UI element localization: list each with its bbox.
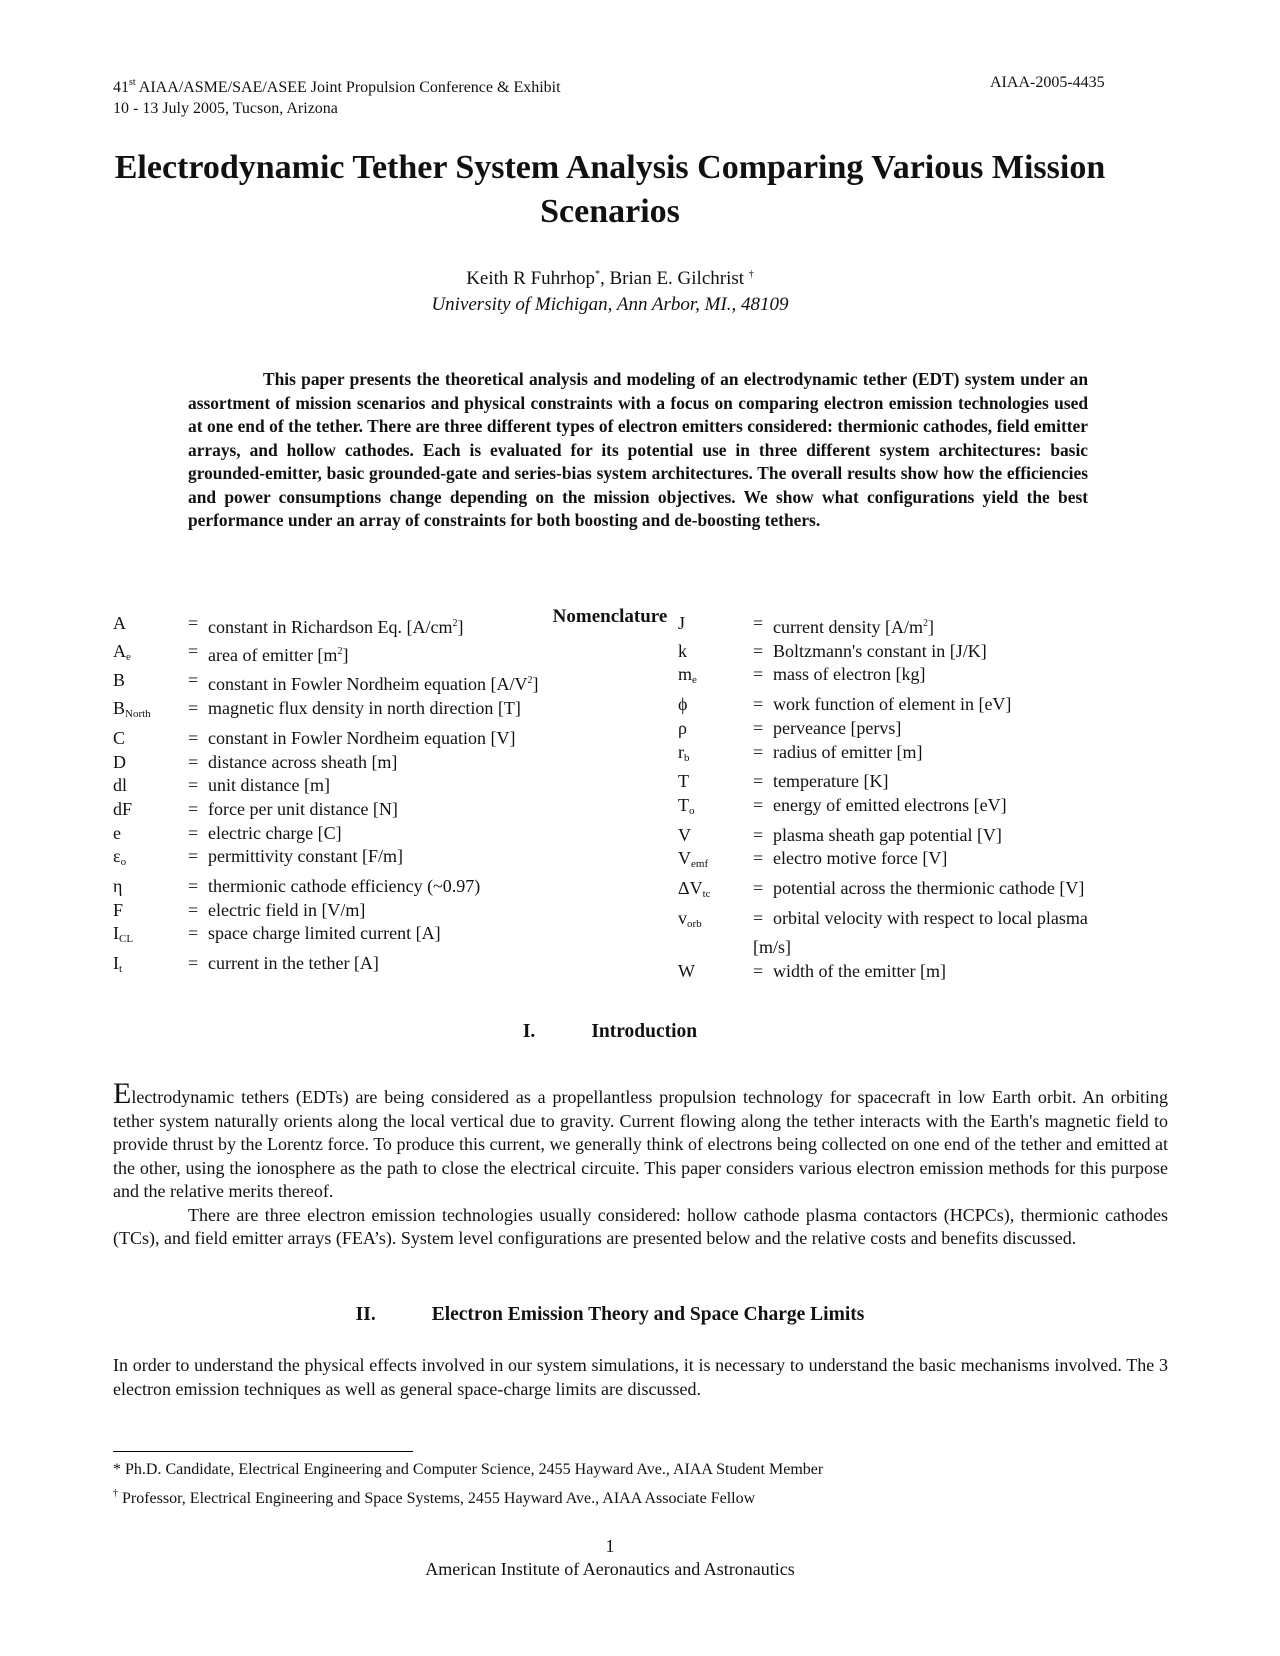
definition-text: energy of emitted electrons [eV] bbox=[773, 794, 1007, 815]
definition-text: mass of electron [kg] bbox=[773, 664, 926, 685]
symbol-subscript: North bbox=[125, 708, 151, 721]
symbol-base: I bbox=[113, 923, 119, 944]
nomenclature-row bbox=[113, 612, 643, 640]
footnote-mark: * bbox=[113, 1461, 121, 1478]
symbol-base: dl bbox=[113, 775, 128, 796]
author-1: Keith R Fuhrhop bbox=[466, 268, 595, 289]
nomenclature-definition bbox=[773, 741, 1148, 771]
nomenclature-title: Nomenclature bbox=[552, 606, 668, 627]
nomenclature-row bbox=[678, 640, 1148, 664]
nomenclature-row bbox=[678, 717, 1148, 741]
nomenclature-left-column bbox=[113, 612, 643, 982]
definition-suffix: ] bbox=[532, 674, 539, 695]
definition-text: constant in Richardson Eq. [A/cm bbox=[208, 617, 453, 637]
equals-sign: = bbox=[188, 899, 199, 920]
symbol-base: k bbox=[678, 640, 687, 661]
equals-sign: = bbox=[188, 923, 199, 944]
symbol-subscript: e bbox=[692, 674, 697, 687]
definition-text: electric field in [V/m] bbox=[208, 899, 366, 920]
drop-cap: E bbox=[113, 1077, 132, 1110]
equals-sign: = bbox=[188, 640, 199, 661]
nomenclature-symbol bbox=[678, 877, 753, 907]
equals-sign: = bbox=[188, 822, 199, 843]
symbol-base: C bbox=[113, 727, 126, 748]
definition-superscript: 2 bbox=[452, 618, 458, 629]
definition-text: current in the tether [A] bbox=[208, 953, 379, 974]
nomenclature-definition bbox=[208, 822, 643, 846]
conf-ordinal: 41 bbox=[113, 79, 129, 96]
footnote-2 bbox=[113, 1482, 823, 1511]
nomenclature-definition bbox=[208, 798, 643, 822]
author-2-mark: † bbox=[748, 269, 754, 280]
equals-sign: = bbox=[188, 670, 199, 691]
nomenclature-symbol bbox=[113, 899, 188, 923]
nomenclature-row bbox=[113, 922, 643, 952]
symbol-base: A bbox=[113, 640, 126, 661]
page-footer bbox=[110, 1535, 1110, 1581]
nomenclature-symbol bbox=[113, 798, 188, 822]
section-number: II. bbox=[355, 1304, 376, 1325]
nomenclature-row bbox=[678, 693, 1148, 717]
definition-text: distance across sheath [m] bbox=[208, 751, 398, 772]
intro-paragraph-1-text: lectrodynamic tethers (EDTs) are being considered as a propellantless propulsion technology for spacecraft in low Earth orbit. An orbiting tether system naturally orients along the local vertical due to gravity. Current flowing along the tether interacts with the Earth's magnetic field to provide thrust by the Lorentz force. To produce this current, we generally think of electrons being collected on one end of the tether and emitted at the other, using the ionosphere as the path to close the electrical circuite. This paper considers various electron emission methods for this purpose and the relative merits thereof. bbox=[113, 1087, 1168, 1201]
definition-text: thermionic cathode efficiency (~0.97) bbox=[208, 876, 481, 897]
equals-sign: = bbox=[753, 640, 764, 661]
symbol-subscript: e bbox=[126, 650, 131, 663]
conf-date: 10 - 13 July 2005, Tucson, Arizona bbox=[113, 100, 338, 117]
nomenclature-definition bbox=[208, 774, 643, 798]
nomenclature-definition bbox=[208, 899, 643, 923]
nomenclature-symbol bbox=[113, 751, 188, 775]
equals-sign: = bbox=[753, 664, 764, 685]
equals-sign: = bbox=[188, 775, 199, 796]
nomenclature-symbol bbox=[113, 640, 188, 670]
nomenclature-symbol bbox=[678, 612, 753, 640]
conf-ordinal-suffix: st bbox=[129, 77, 136, 88]
nomenclature-definition bbox=[208, 727, 643, 751]
nomenclature-symbol bbox=[113, 612, 188, 640]
definition-text: plasma sheath gap potential [V] bbox=[773, 824, 1002, 845]
intro-paragraph-1 bbox=[113, 1077, 1168, 1204]
symbol-subscript: emf bbox=[691, 858, 709, 871]
symbol-subscript: o bbox=[689, 804, 695, 817]
section-number: I. bbox=[522, 1021, 536, 1042]
symbol-base: η bbox=[113, 876, 123, 897]
nomenclature-definition bbox=[208, 669, 643, 697]
symbol-base: I bbox=[113, 953, 119, 974]
footnotes bbox=[113, 1458, 823, 1511]
nomenclature-definition bbox=[773, 824, 1148, 848]
symbol-base: ρ bbox=[678, 717, 687, 738]
symbol-base: T bbox=[678, 771, 689, 792]
symbol-subscript: orb bbox=[687, 917, 702, 930]
nomenclature-symbol bbox=[113, 774, 188, 798]
symbol-subscript: tc bbox=[702, 888, 711, 901]
nomenclature-symbol bbox=[678, 794, 753, 824]
definition-text: radius of emitter [m] bbox=[773, 741, 923, 762]
nomenclature-symbol bbox=[113, 922, 188, 952]
definition-text: space charge limited current [A] bbox=[208, 923, 441, 944]
definition-text: unit distance [m] bbox=[208, 775, 330, 796]
equals-sign: = bbox=[753, 824, 764, 845]
equals-sign: = bbox=[753, 961, 764, 982]
definition-text: potential across the thermionic cathode [V] bbox=[773, 878, 1085, 899]
nomenclature-definition bbox=[208, 640, 643, 670]
footnote-text: Professor, Electrical Engineering and Space Systems, 2455 Hayward Ave., AIAA Associate Fellow bbox=[118, 1490, 756, 1507]
footnote-divider bbox=[113, 1451, 413, 1452]
nomenclature-symbol bbox=[678, 824, 753, 848]
nomenclature-definition bbox=[208, 751, 643, 775]
symbol-base: ϕ bbox=[678, 694, 688, 715]
nomenclature-symbol bbox=[678, 693, 753, 717]
nomenclature-row bbox=[678, 794, 1148, 824]
nomenclature-definition bbox=[773, 907, 1148, 937]
equals-sign: = bbox=[753, 741, 764, 762]
nomenclature-definition bbox=[773, 717, 1148, 741]
conf-name: AIAA/ASME/SAE/ASEE Joint Propulsion Conference & Exhibit bbox=[135, 79, 561, 96]
nomenclature-definition bbox=[773, 877, 1148, 907]
equals-sign: = bbox=[753, 694, 764, 715]
author-2: , Brian E. Gilchrist bbox=[599, 268, 749, 289]
nomenclature-row bbox=[113, 875, 643, 899]
definition-text: electric charge [C] bbox=[208, 822, 342, 843]
equals-sign: = bbox=[753, 794, 764, 815]
equals-sign: = bbox=[188, 751, 199, 772]
definition-text: force per unit distance [N] bbox=[208, 798, 398, 819]
definition-text: permittivity constant [F/m] bbox=[208, 846, 403, 867]
nomenclature-row bbox=[113, 822, 643, 846]
nomenclature-definition bbox=[208, 952, 643, 982]
definition-text: current density [A/m bbox=[773, 617, 923, 637]
symbol-subscript: o bbox=[120, 856, 127, 869]
section-title: Electron Emission Theory and Space Charge Limits bbox=[431, 1304, 865, 1325]
nomenclature-definition bbox=[208, 845, 643, 875]
abstract: This paper presents the theoretical analysis and modeling of an electrodynamic tether (EDT) system under an assortment of mission scenarios and physical constraints with a focus on comparing electron emission technologies used at one end of the tether. There are three different types of electron emitters considered: thermionic cathodes, field emitter arrays, and hollow cathodes. Each is evaluated for its potential use in three different system architectures: basic grounded-emitter, basic grounded-gate and series-bias system architectures. The overall results show how the efficiencies and power consumptions change depending on the mission objectives. We show what configurations yield the best performance under an array of constraints for both boosting and de-boosting tethers. bbox=[188, 369, 1088, 530]
definition-superscript: 2 bbox=[922, 618, 928, 629]
symbol-base: A bbox=[113, 613, 126, 633]
symbol-base: ε bbox=[113, 846, 121, 867]
nomenclature-symbol bbox=[678, 663, 753, 693]
nomenclature-row bbox=[113, 697, 643, 727]
page-number: 1 bbox=[605, 1536, 615, 1556]
nomenclature-row bbox=[678, 612, 1148, 640]
definition-superscript: 2 bbox=[337, 645, 343, 657]
equals-sign: = bbox=[188, 876, 199, 897]
equals-sign: = bbox=[753, 907, 764, 928]
footnote-text: Ph.D. Candidate, Electrical Engineering and Computer Science, 2455 Hayward Ave., AIAA Student Member bbox=[121, 1461, 824, 1478]
nomenclature-definition bbox=[208, 612, 643, 640]
symbol-base: r bbox=[678, 741, 684, 762]
definition-suffix: ] bbox=[342, 644, 349, 665]
symbol-base: F bbox=[113, 899, 124, 920]
nomenclature-row bbox=[113, 798, 643, 822]
nomenclature-row bbox=[678, 663, 1148, 693]
nomenclature-definition bbox=[773, 960, 1148, 984]
nomenclature-row bbox=[678, 741, 1148, 771]
definition-text: orbital velocity with respect to local plasma bbox=[773, 907, 1088, 928]
definition-text: constant in Fowler Nordheim equation [V] bbox=[208, 727, 516, 748]
symbol-base: D bbox=[113, 751, 126, 772]
nomenclature-continuation: [m/s] bbox=[753, 937, 791, 958]
nomenclature-row bbox=[113, 774, 643, 798]
nomenclature-symbol bbox=[113, 697, 188, 727]
definition-text: magnetic flux density in north direction [T] bbox=[208, 698, 521, 719]
equals-sign: = bbox=[188, 727, 199, 748]
symbol-base: B bbox=[113, 670, 126, 691]
nomenclature-symbol bbox=[678, 717, 753, 741]
symbol-base: B bbox=[113, 698, 126, 719]
nomenclature-symbol bbox=[678, 640, 753, 664]
definition-text: Boltzmann's constant in [J/K] bbox=[773, 640, 987, 661]
symbol-base: m bbox=[678, 664, 693, 685]
nomenclature-row bbox=[678, 877, 1148, 907]
nomenclature-symbol bbox=[113, 727, 188, 751]
definition-superscript: 2 bbox=[527, 675, 533, 687]
nomenclature-symbol bbox=[113, 875, 188, 899]
nomenclature-row bbox=[113, 751, 643, 775]
nomenclature-symbol bbox=[113, 952, 188, 982]
equals-sign: = bbox=[188, 798, 199, 819]
author-block bbox=[110, 262, 1110, 318]
nomenclature-row bbox=[113, 952, 643, 982]
definition-text: work function of element in [eV] bbox=[773, 694, 1012, 715]
equals-sign: = bbox=[188, 953, 199, 974]
section-heading-introduction bbox=[110, 1021, 1110, 1043]
symbol-subscript: b bbox=[684, 751, 690, 764]
conference-header bbox=[113, 72, 561, 119]
nomenclature-row bbox=[113, 899, 643, 923]
introduction-body bbox=[113, 1077, 1168, 1251]
nomenclature-symbol bbox=[113, 669, 188, 697]
symbol-base: e bbox=[113, 822, 121, 843]
symbol-base: ΔV bbox=[678, 878, 703, 899]
definition-text: constant in Fowler Nordheim equation [A/V bbox=[208, 674, 528, 695]
nomenclature-symbol bbox=[678, 960, 753, 984]
equals-sign: = bbox=[188, 698, 199, 719]
nomenclature-definition bbox=[773, 693, 1148, 717]
symbol-base: W bbox=[678, 961, 695, 982]
nomenclature-definition bbox=[208, 875, 643, 899]
equals-sign: = bbox=[753, 613, 764, 633]
nomenclature-definition bbox=[773, 663, 1148, 693]
paper-title: Electrodynamic Tether System Analysis Comparing Various Mission Scenarios bbox=[114, 149, 1106, 230]
nomenclature-row bbox=[678, 960, 1148, 984]
nomenclature-row bbox=[678, 847, 1148, 877]
author-1-mark: * bbox=[594, 269, 600, 280]
intro-paragraph-2: There are three electron emission technologies usually considered: hollow cathode plasma contactors (HCPCs), thermionic cathodes (TCs), and field emitter arrays (FEA’s). System level configurations are presented below and the relative costs and benefits discussed. bbox=[113, 1204, 1168, 1248]
nomenclature-symbol bbox=[678, 847, 753, 877]
nomenclature-symbol bbox=[678, 741, 753, 771]
equals-sign: = bbox=[753, 771, 764, 792]
equals-sign: = bbox=[753, 717, 764, 738]
affiliation: University of Michigan, Ann Arbor, MI., 48109 bbox=[431, 294, 789, 315]
section-title: Introduction bbox=[591, 1021, 698, 1042]
nomenclature-definition bbox=[208, 697, 643, 727]
nomenclature-definition bbox=[773, 847, 1148, 877]
nomenclature-symbol bbox=[678, 907, 753, 937]
definition-text: electro motive force [V] bbox=[773, 848, 948, 869]
definition-text: width of the emitter [m] bbox=[773, 961, 946, 982]
equals-sign: = bbox=[753, 878, 764, 899]
nomenclature-symbol bbox=[113, 822, 188, 846]
footer-organization: American Institute of Aeronautics and Astronautics bbox=[425, 1559, 795, 1579]
nomenclature-row bbox=[678, 824, 1148, 848]
symbol-base: V bbox=[678, 824, 691, 845]
nomenclature-definition bbox=[773, 770, 1148, 794]
nomenclature-symbol bbox=[113, 845, 188, 875]
nomenclature-row bbox=[113, 640, 643, 670]
nomenclature-row bbox=[113, 727, 643, 751]
section-heading-electron-emission bbox=[110, 1304, 1110, 1326]
symbol-base: V bbox=[678, 848, 691, 869]
nomenclature-row bbox=[678, 770, 1148, 794]
definition-text: perveance [pervs] bbox=[773, 717, 902, 738]
definition-text: area of emitter [m bbox=[208, 644, 338, 665]
definition-text: temperature [K] bbox=[773, 771, 889, 792]
symbol-base: J bbox=[678, 613, 686, 633]
symbol-base: dF bbox=[113, 798, 133, 819]
nomenclature-right-column bbox=[678, 612, 1148, 984]
symbol-base: T bbox=[678, 794, 689, 815]
definition-suffix: ] bbox=[927, 617, 934, 637]
equals-sign: = bbox=[188, 846, 199, 867]
paper-id: AIAA-2005-4435 bbox=[990, 74, 1105, 91]
symbol-subscript: t bbox=[119, 963, 123, 976]
equals-sign: = bbox=[188, 613, 199, 633]
nomenclature-definition bbox=[773, 612, 1148, 640]
nomenclature-definition bbox=[773, 794, 1148, 824]
definition-suffix: ] bbox=[457, 617, 464, 637]
footnote-1 bbox=[113, 1458, 823, 1482]
nomenclature-row bbox=[113, 669, 643, 697]
nomenclature-definition bbox=[208, 922, 643, 952]
footnote-mark: † bbox=[113, 1488, 118, 1499]
nomenclature-symbol bbox=[678, 770, 753, 794]
nomenclature-definition bbox=[773, 640, 1148, 664]
nomenclature-row bbox=[113, 845, 643, 875]
nomenclature-row bbox=[678, 907, 1148, 937]
symbol-base: v bbox=[678, 907, 687, 928]
equals-sign: = bbox=[753, 848, 764, 869]
symbol-subscript: CL bbox=[119, 933, 134, 946]
section-2-body: In order to understand the physical effects involved in our system simulations, it is necessary to understand the basic mechanisms involved. The 3 electron emission techniques as well as general space-charge limits are discussed. bbox=[113, 1355, 1168, 1399]
